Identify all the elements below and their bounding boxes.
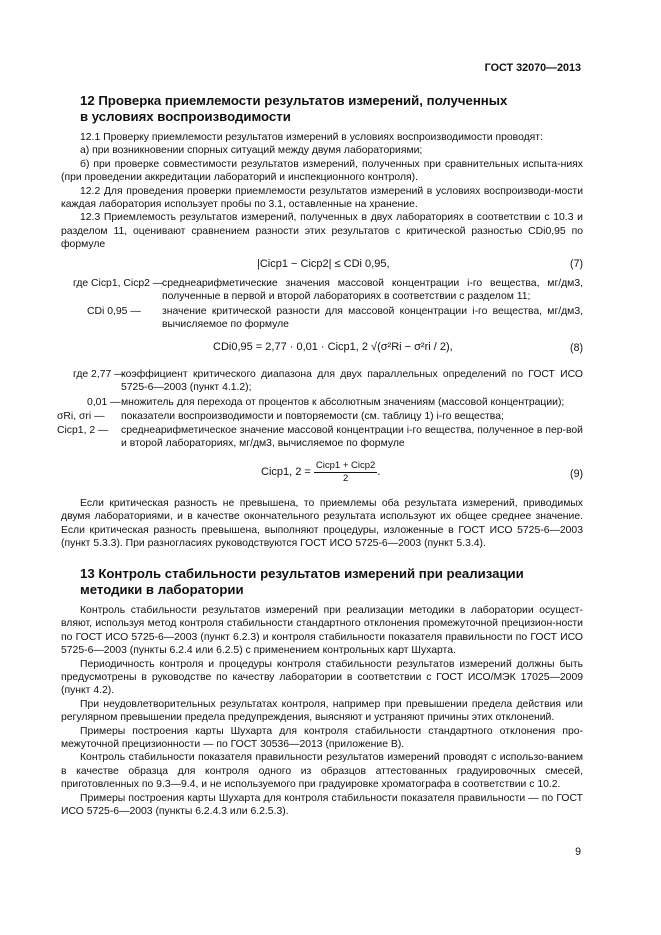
- para-12-1b: б) при проверке совместимости результатов измерений, полученных при сравнительных испыта-ниях (при проведении аккредитации лабораторий и инспекционного контроля).: [61, 158, 583, 184]
- equation-9: [61, 460, 583, 490]
- equation-9-lhs: Ciср1, 2 =: [261, 465, 311, 478]
- equation-9-fraction: [314, 460, 377, 485]
- section-13-paragraphs: [61, 604, 583, 819]
- section-12-title-line2: в условиях воспроизводимости: [80, 109, 291, 124]
- where-term: Ciср1, 2 —: [57, 425, 109, 436]
- para-13-4: Примеры построения карты Шухарта для контроля стабильности стандартного отклонения про-межуточной прецизионности — по ГОСТ 30536—2013 (приложение В).: [61, 725, 583, 751]
- where-definition: среднеарифметические значения массовой концентрации i-го вещества, мг/дм3, полученные в первой и второй лабораториях в соответствии с разделом 11;: [162, 278, 583, 303]
- where-item-sigma: [57, 410, 583, 424]
- where-term: 0,01 —: [87, 397, 121, 408]
- page-number: 9: [575, 846, 581, 858]
- where-definition: множитель для перехода от процентов к абсолютным значениям (массовой концентрации);: [121, 397, 565, 408]
- para-13-1: Контроль стабильности результатов измерений при реализации методики в лаборатории осущест-вляют, используя метод контроля стабильности стандартного отклонения промежуточной прецизион-ности по ГОСТ ИСО 5725-6—2003 (пункт 6.2.3) и контроля стабильности показателя правильности по ГОСТ ИСО 5725-6—2003 (пункты 6.2.4 или 6.2.5) с применением контрольных карт Шухарта.: [61, 605, 583, 657]
- standard-code-header: ГОСТ 32070—2013: [484, 62, 581, 74]
- section-12-paragraphs: [61, 131, 583, 252]
- section-12-conclusion: [61, 497, 583, 551]
- equation-9-formula: Ciср1, 2 = $\frac{\text{Ciср1 + Ciср2}}{2}$ .: [261, 460, 381, 484]
- para-12-2: 12.2 Для проведения проверки приемлемости результатов измерений в условиях воспроизводи-мости каждая лаборатория использует пробы по 3.1, оставленные на хранение.: [61, 185, 583, 211]
- section-13-heading: [80, 566, 580, 598]
- where-term: CDi 0,95 —: [87, 306, 141, 317]
- equation-8-number: (8): [570, 342, 583, 354]
- where-item-001: [61, 396, 583, 410]
- equation-9-numerator: Ciср1 + Ciср2: [315, 460, 376, 471]
- para-12-1a: а) при возникновении спорных ситуаций между двумя лабораториями;: [80, 145, 423, 157]
- equation-8: [61, 338, 583, 364]
- where-term: где Ciср1, Ciср2 —: [73, 278, 164, 289]
- where-term: где 2,77 —: [73, 369, 125, 380]
- where-definition: значение критической разности для массовой концентрации i-го вещества, мг/дм3, вычисляемое по формуле: [162, 306, 583, 331]
- para-13-5: Контроль стабильности показателя правильности результатов измерений проводят с использо-ванием в качестве образца для контроля одного из образцов аттестованных градуировочных смесей, приготовленных по 9.3—9.4, и не используемого при градуировке хроматографа в соответствии с 10.2.: [61, 752, 583, 791]
- where-definition: коэффициент критического диапазона для двух параллельных определений по ГОСТ ИСО 5725-6—2003 (пункт 4.1.2);: [121, 369, 583, 394]
- para-13-6: Примеры построения карты Шухарта для контроля стабильности показателя правильности — по ГОСТ ИСО 5725-6—2003 (пункты 6.2.4.3 или 6.2.5.3).: [61, 792, 583, 818]
- para-12-conclusion: Если критическая разность не превышена, то приемлемы оба результата измерений, приводимых двумя лабораториями, и в качестве окончательного результата используют их общее среднее значение. Если критическая разность превышена, выполняют процедуры, изложенные в ГОСТ ИСО 5725-6—2003 (пункт 5.3.3). При разногласиях руководствуются ГОСТ ИСО 5725-6—2003 (пункт 5.3.4).: [61, 498, 583, 550]
- where-definition: среднеарифметическое значение массовой концентрации i-го вещества, полученное в пер-вой и второй лабораториях, мг/дм3, вычисляемое по формуле: [121, 425, 583, 450]
- equation-9-number: (9): [570, 468, 583, 480]
- section-13-title-line2: методики в лаборатории: [80, 582, 244, 597]
- section-12-heading: [80, 93, 580, 125]
- where-item-277: [61, 368, 583, 396]
- where-item-cd: [61, 305, 583, 333]
- equation-9-denominator: 2: [342, 473, 349, 484]
- section-12-title-line1: 12 Проверка приемлемости результатов измерений, полученных: [80, 93, 508, 108]
- para-13-3: При неудовлетворительных результатах контроля, например при превышении предела действия или регулярном превышении предела предупреждения, выясняют и устраняют причины этих отклонений.: [61, 698, 583, 724]
- equation-8-formula: CDi0,95 = 2,77 · 0,01 · Ciср1, 2 √(σ²Ri − σ²ri / 2),: [213, 341, 453, 353]
- equation-7-number: (7): [570, 258, 583, 270]
- where-term: σRi, σri —: [57, 411, 105, 422]
- para-12-3: 12.3 Приемлемость результатов измерений, полученных в двух лабораториях в соответствии с 10.3 и разделом 11, оценивают сравнением разности этих результатов с критической разностью CDi0,95 по формуле: [61, 212, 583, 251]
- section-13-title-line1: 13 Контроль стабильности результатов измерений при реализации: [80, 566, 524, 581]
- where-item-cmean: [57, 424, 583, 452]
- where-definition: показатели воспроизводимости и повторяемости (см. таблицу 1) i-го вещества;: [121, 411, 504, 422]
- equation-7-formula: |Ciср1 − Ciср2| ≤ CDi 0,95,: [257, 258, 390, 270]
- para-13-2: Периодичность контроля и процедуры контроля стабильности результатов измерений должны быть предусмотрены в руководстве по качеству лаборатории в соответствии с ГОСТ ИСО/МЭК 17025—2009 (пункт 4.2).: [61, 658, 583, 697]
- where-item-c1-c2: [61, 277, 583, 305]
- para-12-1: 12.1 Проверку приемлемости результатов измерений в условиях воспроизводимости проводят:: [80, 132, 543, 143]
